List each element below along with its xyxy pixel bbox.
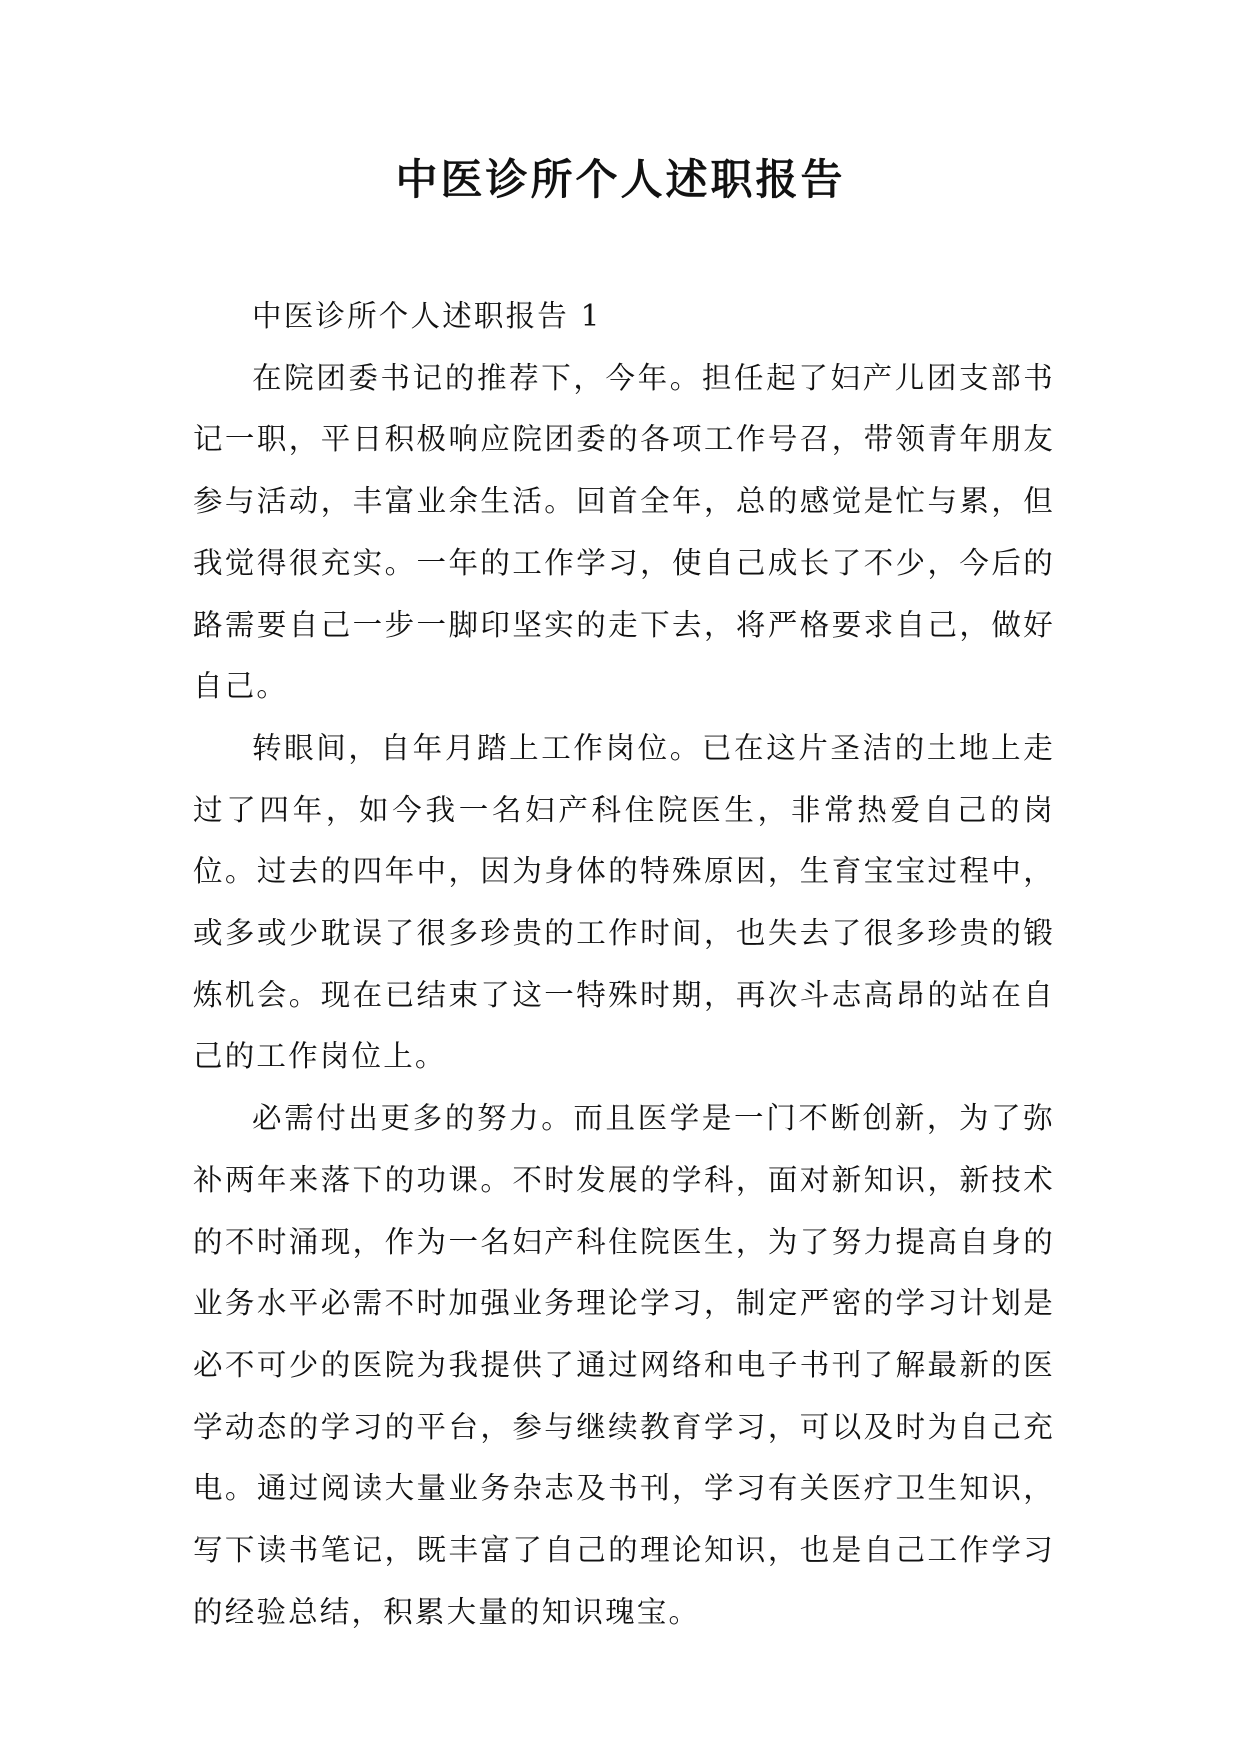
- document-title: 中医诊所个人述职报告: [395, 155, 846, 204]
- section-heading: 中医诊所个人述职报告 1: [252, 299, 602, 333]
- paragraph-1: 在院团委书记的推荐下，今年。担任起了妇产儿团支部书记一职，平日积极响应院团委的各项工作号召，带领青年朋友参与活动，丰富业余生活。回首全年，总的感觉是忙与累，但我觉得很充实。一年的工作学习，使自己成长了不少，今后的路需要自己一步一脚印坚实的走下去，将严格要求自己，做好自己。: [193, 360, 1055, 704]
- paragraph-2: 转眼间，自年月踏上工作岗位。已在这片圣洁的土地上走过了四年，如今我一名妇产科住院医生，非常热爱自己的岗位。过去的四年中，因为身体的特殊原因，生育宝宝过程中，或多或少耽误了很多珍贵的工作时间，也失去了很多珍贵的锻炼机会。现在已结束了这一特殊时期，再次斗志高昂的站在自己的工作岗位上。: [193, 730, 1055, 1074]
- paragraph-3: 必需付出更多的努力。而且医学是一门不断创新，为了弥补两年来落下的功课。不时发展的学科，面对新知识，新技术的不时涌现，作为一名妇产科住院医生，为了努力提高自身的业务水平必需不时加强业务理论学习，制定严密的学习计划是必不可少的医院为我提供了通过网络和电子书刊了解最新的医学动态的学习的平台，参与继续教育学习，可以及时为自己充电。通过阅读大量业务杂志及书刊，学习有关医疗卫生知识，写下读书笔记，既丰富了自己的理论知识，也是自己工作学习的经验总结，积累大量的知识瑰宝。: [193, 1101, 1055, 1629]
- document-body: [193, 286, 1055, 1643]
